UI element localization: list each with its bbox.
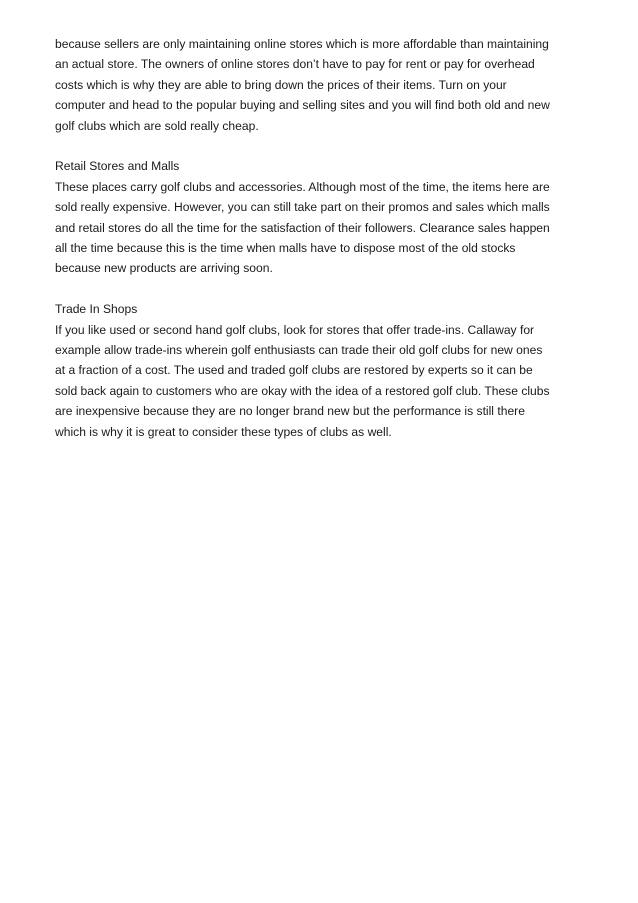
text-line: are inexpensive because they are no longer brand new but the performance is still there bbox=[55, 404, 525, 419]
text-line: at a fraction of a cost. The used and traded golf clubs are restored by experts so it can be bbox=[55, 363, 533, 378]
text-line: example allow trade-ins wherein golf enthusiasts can trade their old golf clubs for new ones bbox=[55, 343, 543, 358]
text-line: all the time because this is the time when malls have to dispose most of the old stocks bbox=[55, 241, 516, 256]
text-line: sold back again to customers who are okay with the idea of a restored golf club. These clubs bbox=[55, 383, 550, 398]
text-line: computer and head to the popular buying and selling sites and you will find both old and new bbox=[55, 98, 550, 113]
text-line: and retail stores do all the time for the satisfaction of their followers. Clearance sales happen bbox=[55, 220, 550, 235]
text-line: which is why it is great to consider these types of clubs as well. bbox=[55, 424, 392, 439]
text-line: sold really expensive. However, you can still take part on their promos and sales which malls bbox=[55, 200, 550, 215]
text-line: golf clubs which are sold really cheap. bbox=[55, 118, 259, 133]
section-retail-stores bbox=[55, 156, 590, 278]
document-body bbox=[55, 34, 590, 462]
text-line: costs which is why they are able to bring down the prices of their items. Turn on your bbox=[55, 77, 507, 92]
section-heading: Retail Stores and Malls bbox=[55, 159, 180, 174]
paragraph-online-stores bbox=[55, 34, 590, 136]
section-heading: Trade In Shops bbox=[55, 302, 138, 317]
text-line: an actual store. The owners of online stores don’t have to pay for rent or pay for overhead bbox=[55, 57, 535, 72]
text-line: If you like used or second hand golf clubs, look for stores that offer trade-ins. Callaway for bbox=[55, 322, 535, 337]
text-line: These places carry golf clubs and accessories. Although most of the time, the items here are bbox=[55, 179, 550, 194]
text-line: because sellers are only maintaining online stores which is more affordable than maintaining bbox=[55, 37, 549, 51]
text-line: because new products are arriving soon. bbox=[55, 261, 273, 276]
section-trade-in-shops bbox=[55, 299, 590, 442]
